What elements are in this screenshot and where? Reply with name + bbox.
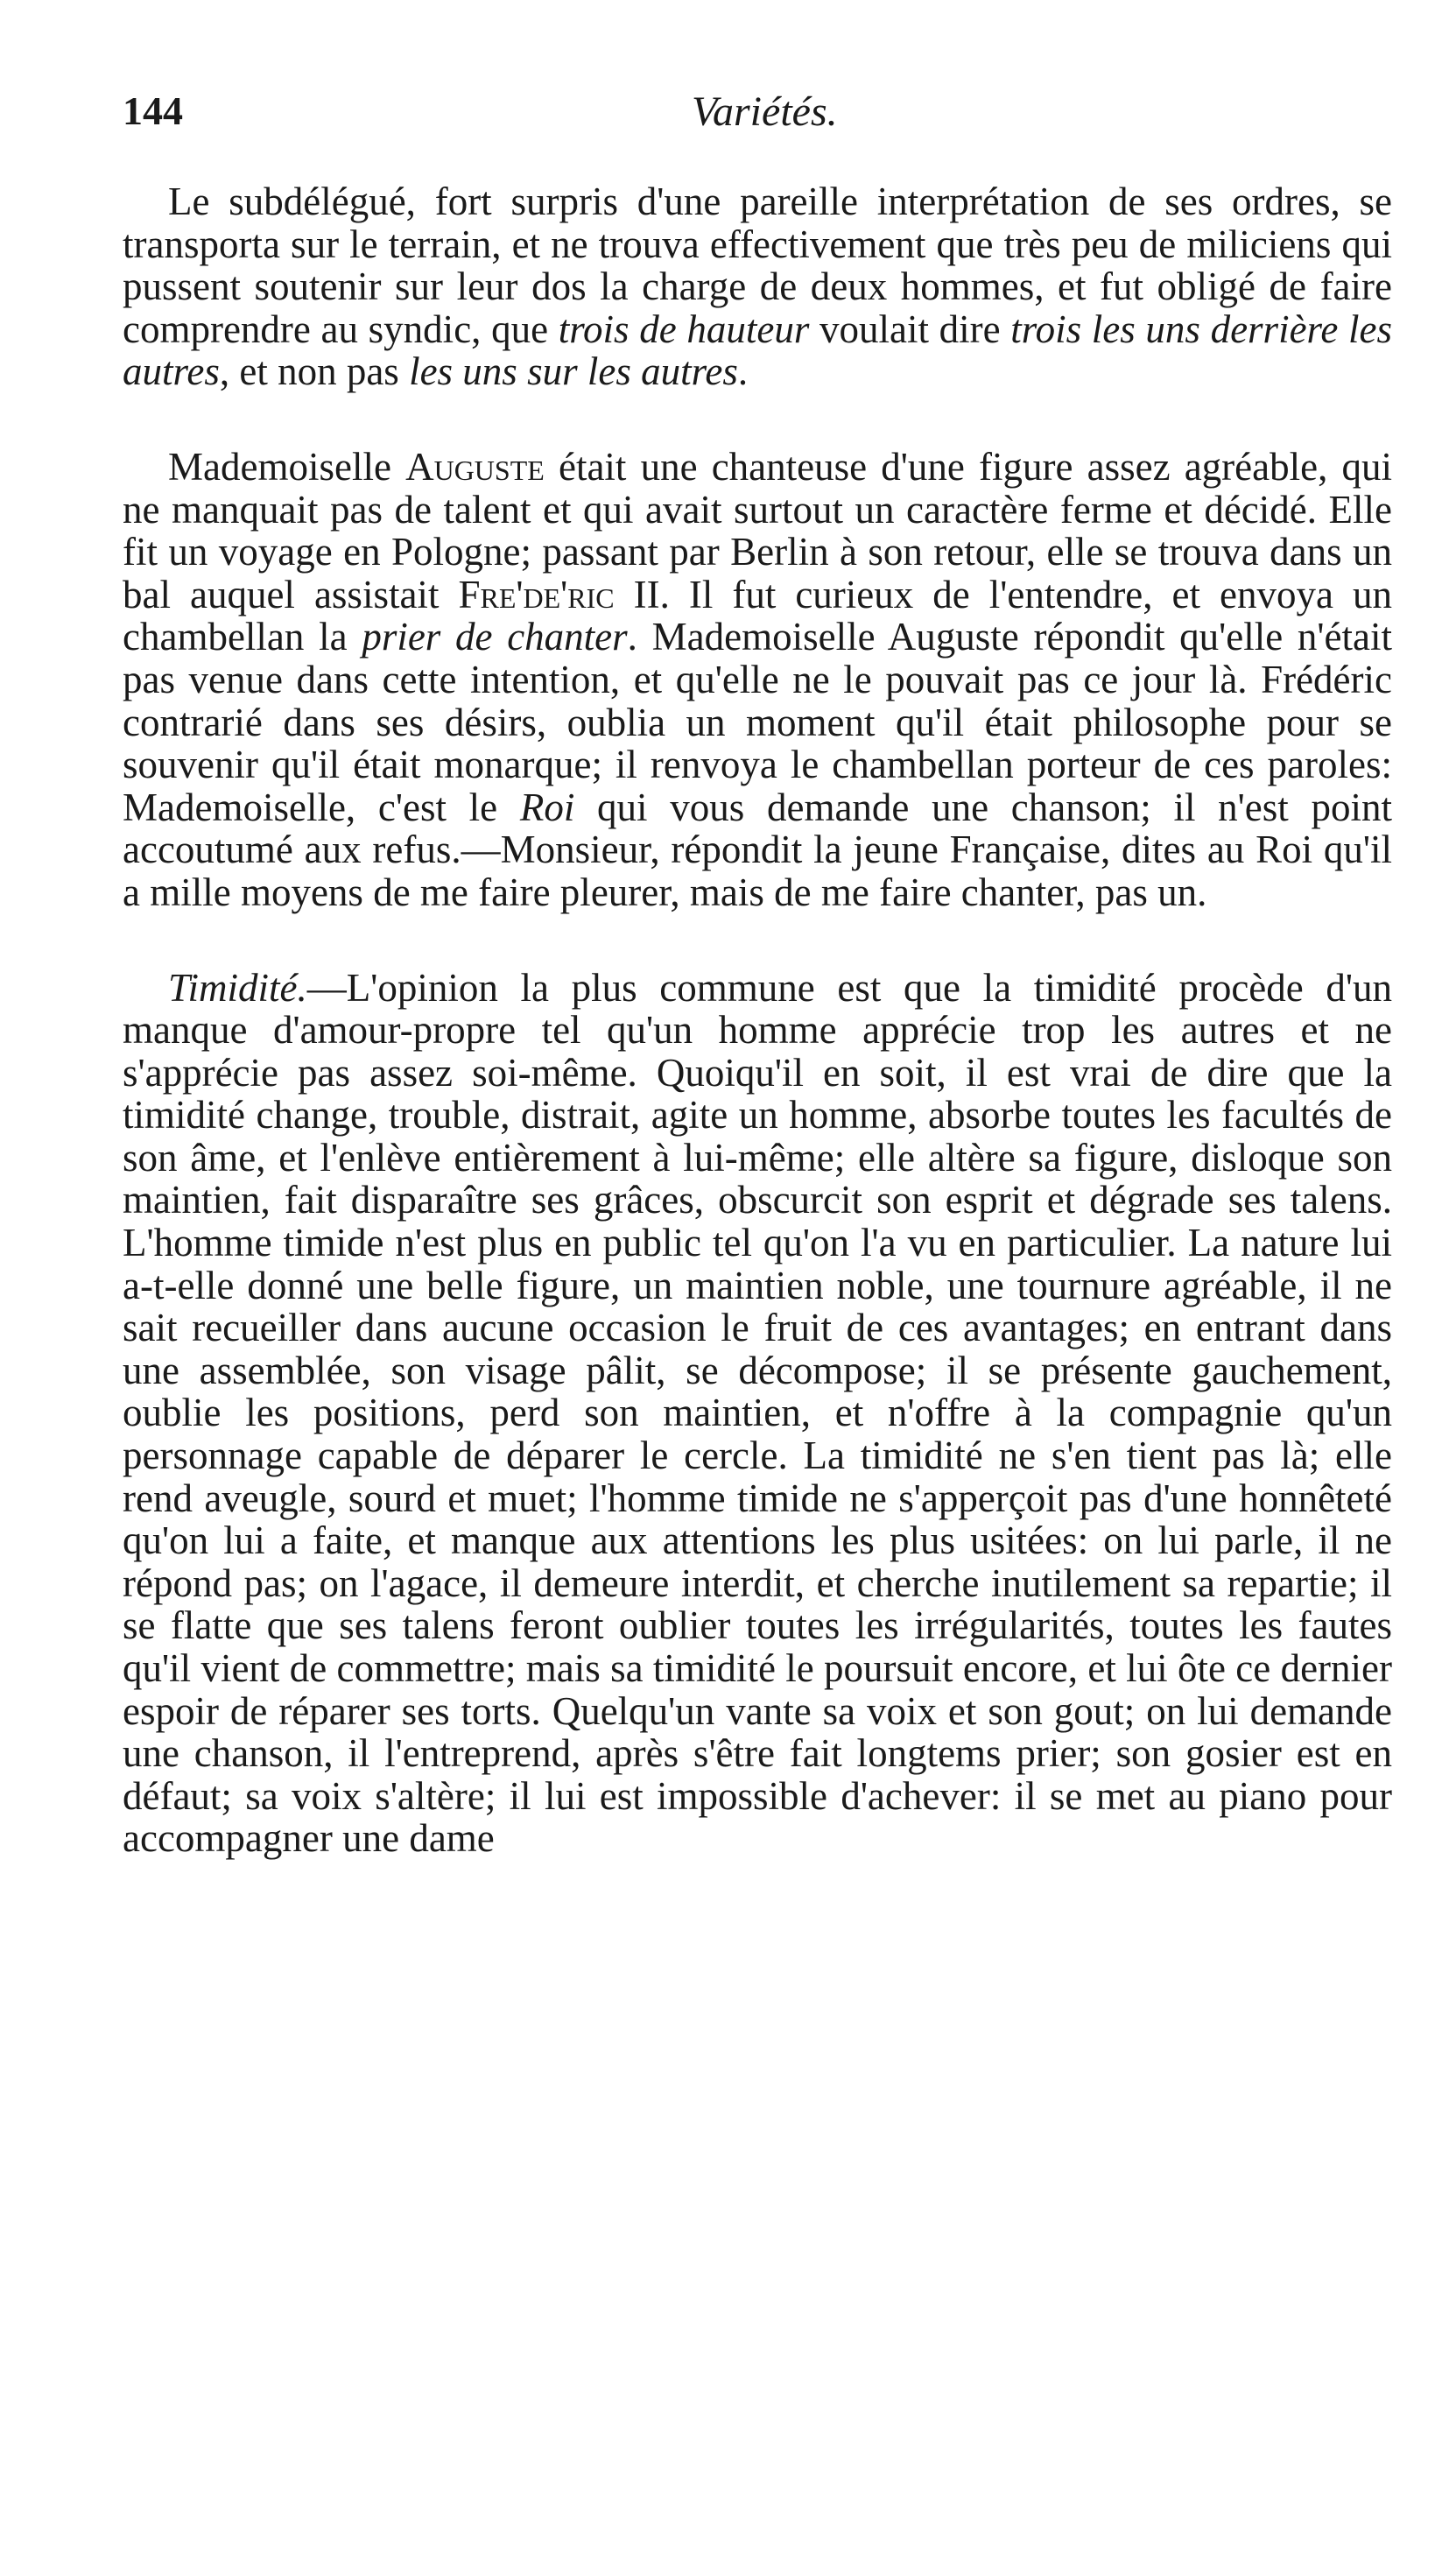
paragraph-subdelegue <box>123 180 1392 393</box>
paragraph-timidite <box>123 967 1392 1860</box>
text-run: II. Il fut curieux de l'entendre, et envoya un chambellan la <box>123 572 1392 659</box>
italic-text: prier de chanter <box>362 615 628 659</box>
book-page <box>123 88 1392 1860</box>
italic-text: Roi <box>519 785 575 829</box>
body-text <box>123 180 1392 1860</box>
running-head <box>123 88 1392 149</box>
small-caps-text: Fre'de'ric <box>458 572 615 616</box>
text-run: voulait dire <box>809 306 1011 351</box>
text-run: —L'opinion la plus commune est que la timidité procède d'un manque d'amour-propre tel qu'un homme apprécie trop les autres et ne s'apprécie pas assez soi-même. Quoiqu'il en soit, il est vrai de dire que la timidité change, trouble, distrait, agite un homme, absorbe toutes les facultés de son âme, et l'enlève entièrement à lui-même; elle altère sa figure, disloque son maintien, fait disparaître ses grâces, obscurcit son esprit et dégrade ses talens. L'homme timide n'est plus en public tel qu'on l'a vu en particulier. La nature lui a-t-elle donné une belle figure, un maintien noble, une tournure agréable, il ne sait recueiller dans aucune occasion le fruit de ces avantages; en entrant dans une assemblée, son visage pâlit, se décompose; il se présente gauchement, oublie les positions, perd son maintien, et n'offre à la compagnie qu'un personnage capable de déparer le cercle. La timidité ne s'en tient pas là; elle rend aveugle, sourd et muet; l'homme timide ne s'apperçoit pas d'une honnêteté qu'on lui a faite, et manque aux attentions les plus usitées: on lui parle, il ne répond pas; on l'agace, il demeure interdit, et cherche inutilement sa repartie; il se flatte que ses talens feront oublier toutes les irrégularités, toutes les fautes qu'il vient de commettre; mais sa timidité le poursuit encore, et lui ôte ce dernier espoir de réparer ses torts. Quelqu'un vante sa voix et son gout; on lui demande une chanson, il l'entreprend, après s'être fait longtems prier; son gosier est en défaut; sa voix s'altère; il lui est impossible d'achever: il se met au piano pour accompagner une dame <box>123 965 1392 1861</box>
text-run: était une chanteuse d'une figure assez agréable, qui ne manquait pas de talent et qui avait surtout un caractère ferme et décidé. Elle fit un voyage en Pologne; passant par Berlin à son retour, elle se trouva dans un bal auquel assistait <box>123 444 1392 616</box>
italic-text: trois les uns derrière les autres <box>123 306 1393 394</box>
text-run: Mademoiselle <box>168 444 406 489</box>
text-run: . Mademoiselle Auguste répondit qu'elle n'était pas venue dans cette intention, et qu'elle ne le pouvait pas ce jour là. Frédéric contrarié dans ses désirs, oublia un moment qu'il était philosophe pour se souvenir qu'il était monarque; il renvoya le chambellan porteur de ces paroles: Mademoiselle, c'est le <box>123 615 1392 829</box>
small-caps-text: Auguste <box>405 444 545 489</box>
text-run: qui vous demande une chanson; il n'est point accoutumé aux refus.—Monsieur, répondit la jeune Française, dites au Roi qu'il a mille moyens de me faire pleurer, mais de me faire chanter, pas un. <box>123 785 1392 914</box>
running-title: Variétés. <box>692 88 838 135</box>
paragraph-auguste <box>123 446 1392 914</box>
page-number: 144 <box>123 88 183 133</box>
italic-text: les uns sur les autres <box>409 349 738 394</box>
text-run: . <box>737 349 749 394</box>
text-run: Le subdélégué, fort surpris d'une pareille interprétation de ses ordres, se transporta sur le terrain, et ne trouva effectivement que très peu de miliciens qui pussent soutenir sur leur dos la charge de deux hommes, et fut obligé de faire comprendre au syndic, que <box>123 180 1392 351</box>
italic-text: Timidité. <box>168 965 307 1010</box>
text-run: , et non pas <box>219 349 410 394</box>
italic-text: trois de hauteur <box>558 306 810 351</box>
